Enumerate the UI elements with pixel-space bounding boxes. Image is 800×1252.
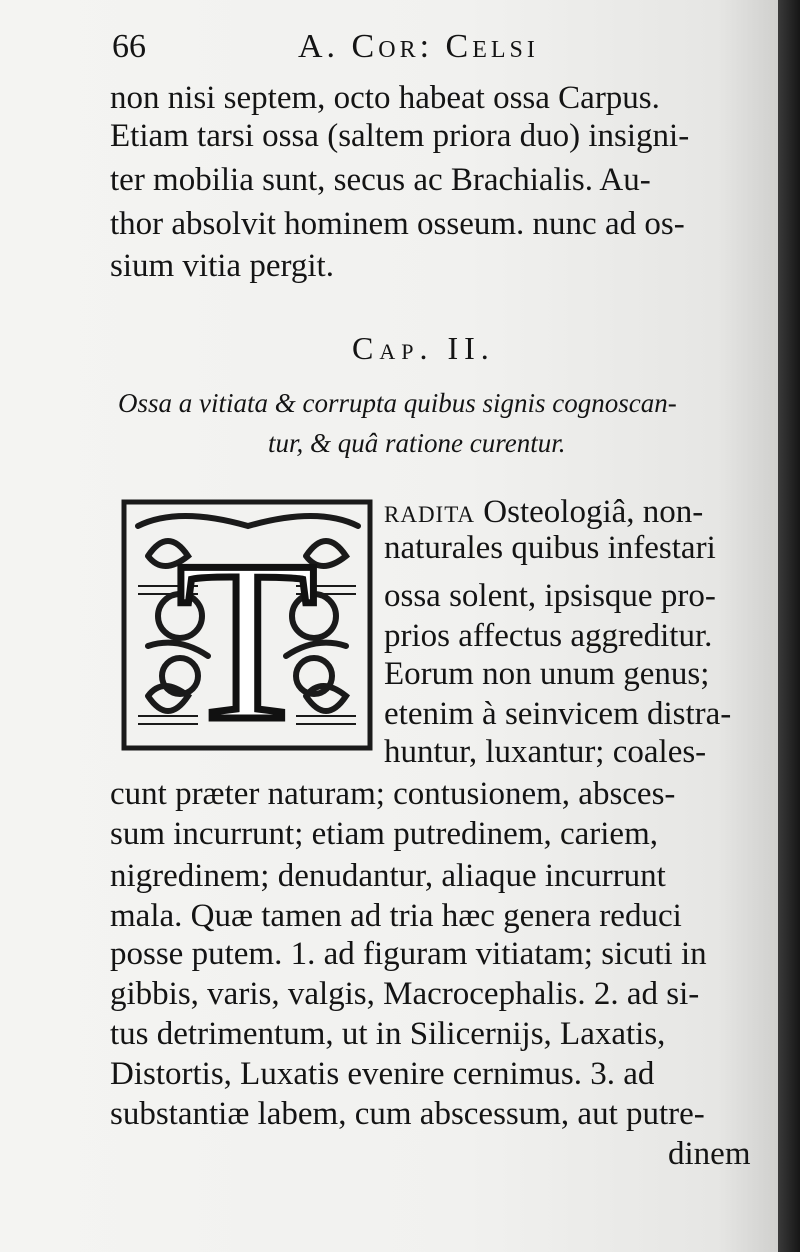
running-head (112, 28, 612, 68)
chapter-subtitle: Ossa a vitiata & corrupta quibus signis cognoscan- (118, 388, 677, 418)
text-line: Eorum non unum genus; (384, 656, 710, 692)
page-edge-shadow (778, 0, 800, 1252)
text-line: prios affectus aggreditur. (384, 618, 713, 654)
catchword: dinem (668, 1136, 751, 1172)
chapter-subtitle: tur, & quâ ratione curentur. (268, 428, 566, 458)
decorated-initial (118, 496, 376, 754)
text-line: nigredinem; denudantur, aliaque incurrunt (110, 858, 666, 894)
text-line: tus detrimentum, ut in Silicernijs, Laxatis, (110, 1016, 666, 1052)
first-line-rest: Osteologiâ, non- (483, 494, 704, 530)
text-line: sium vitia pergit. (110, 248, 334, 284)
text-line: Distortis, Luxatis evenire cernimus. 3. ad (110, 1056, 655, 1092)
initial-letter: T (176, 513, 318, 754)
page-number: 66 (112, 28, 146, 65)
text-line: huntur, luxantur; coales- (384, 734, 707, 770)
text-line: Etiam tarsi ossa (saltem priora duo) insigni- (110, 118, 690, 154)
text-line: etenim à seinvicem distra- (384, 696, 732, 732)
text-line: thor absolvit hominem osseum. nunc ad os- (110, 206, 685, 242)
text-line: ter mobilia sunt, secus ac Brachialis. Au- (110, 162, 651, 198)
text-line: non nisi septem, octo habeat ossa Carpus. (110, 80, 660, 116)
chapter-heading: Cap. II. (352, 330, 495, 366)
text-line (384, 494, 703, 534)
text-line: mala. Quæ tamen ad tria hæc genera reduci (110, 898, 682, 934)
text-line: gibbis, varis, valgis, Macrocephalis. 2. ad si- (110, 976, 700, 1012)
running-title: A. Cor: Celsi (298, 28, 539, 65)
text-line: ossa solent, ipsisque pro- (384, 578, 716, 614)
text-line: posse putem. 1. ad figuram vitiatam; sicuti in (110, 936, 707, 972)
text-line: substantiæ labem, cum abscessum, aut putre- (110, 1096, 705, 1132)
first-word-small-caps: radita (384, 494, 476, 530)
text-line: naturales quibus infestari (384, 530, 716, 566)
text-line: cunt præter naturam; contusionem, absces- (110, 776, 676, 812)
text-line: sum incurrunt; etiam putredinem, cariem, (110, 816, 658, 852)
